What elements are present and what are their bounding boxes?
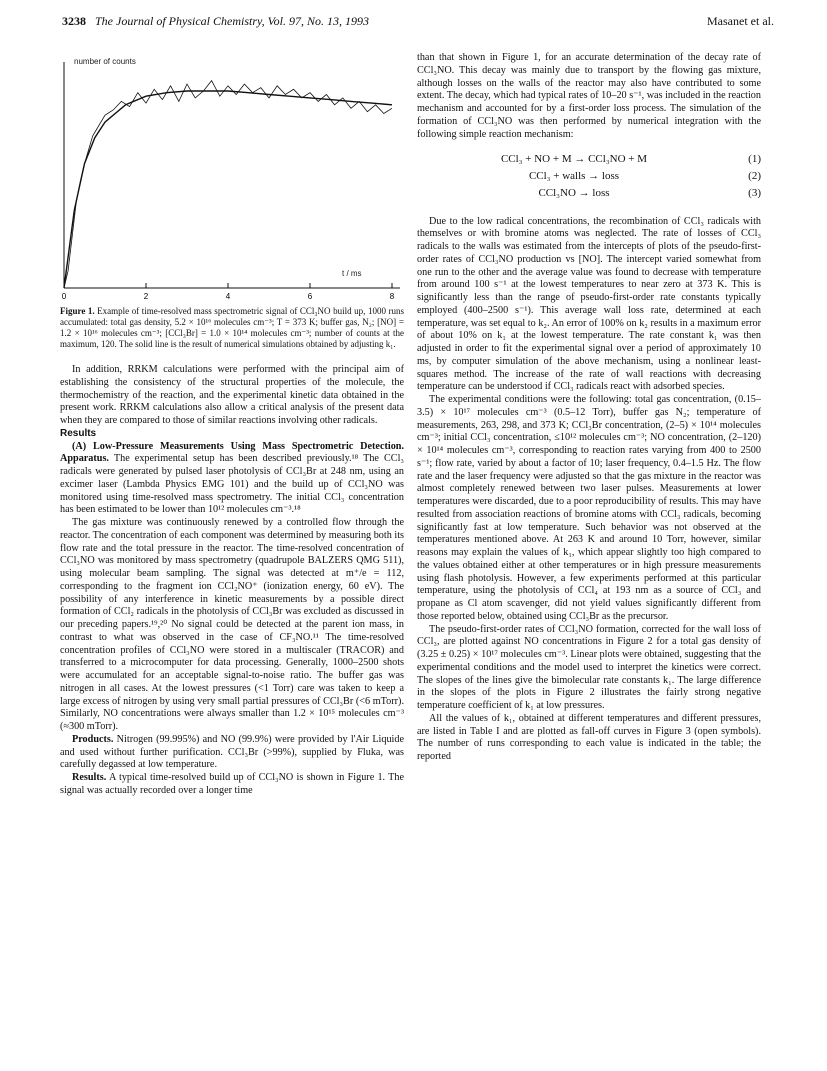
gas-mixture-paragraph: The gas mixture was continuously renewed by a controlled flow through the reactor. The concentration of each component was determined by measuring both its flow rate and the total pressure in the reactor. The time-resolved concentration of CCl₃NO was monitored by mass spectrometry (quadrupole BALZERS QMG 511), using molecular beam sampling. The signal was detected at m⁺/e = 112, corresponding to the fragment ion CCl₂NO⁺ (ionization energy, 60 eV). The possibility of any interference in kinetic measurements by a possible direct formation of CCl₂ radicals in the photolysis of CCl₃Br was excluded as discussed in our preceding papers.¹⁹,²⁰ No signal could be detected at the parent ion mass, in contrast to what was observed in the case of CF₃NO.¹¹ The time-resolved concentration profiles of CCl₃NO were stored in a multiscaler (TRACOR) and transferred to a microcomputer for data processing. Generally, 1000–2500 shots were accumulated for an acceptable signal-to-noise ratio. The buffer gas was nitrogen in all cases. At the lowest pressures (<1 Torr) care was taken to keep a large excess of nitrogen by using very small partial pressures of CCl₃Br (<6 mTorr). Similarly, NO concentrations were always smaller than 1.2 × 10¹⁵ molecules cm⁻³ (≈300 mTorr).: [60, 517, 404, 732]
x-tick-label: 6: [307, 292, 313, 301]
running-authors: Masanet et al.: [707, 14, 774, 28]
results-paragraph: [60, 772, 404, 798]
x-tick-label: 4: [225, 292, 231, 301]
equation-row: [417, 151, 761, 168]
journal-title: The Journal of Physical Chemistry, Vol. 97, No. 13, 1993: [95, 14, 369, 28]
equation-number: (3): [748, 186, 761, 199]
products-text: Nitrogen (99.995%) and NO (99.9%) were provided by l'Air Liquide and used without further purification. CCl₃Br (>99%), supplied by Fluka, was carefully degassed at low temperature.: [60, 733, 405, 771]
products-paragraph: [60, 734, 404, 772]
equation: CCl₃ + walls → loss: [528, 170, 620, 182]
results-label: Results.: [72, 772, 107, 783]
page-number: 3238: [62, 14, 86, 28]
figure-1-chart: [60, 52, 404, 304]
reaction-mechanism: [417, 151, 761, 201]
figure-caption-text: Example of time-resolved mass spectrometric signal of CCl₃NO build up, 1000 runs accumulated: total gas density, 5.2 × 10¹⁶ molecules cm⁻³; T = 373 K; buffer gas, N₂; [NO] = 1.2 × 10¹⁶ molecules cm⁻³; [CCl₃Br] = 1.0 × 10¹⁴ molecules cm⁻³; number of counts at the maximum, 120. The solid line is the result of numerical simulations obtained by adjusting k₁.: [60, 306, 404, 349]
apparatus-text: The experimental setup has been described previously.¹⁸ The CCl₃ radicals were generated by pulsed laser photolysis of CCl₃Br at 248 nm, using an excimer laser (Lambda Physics EMG 101) and the build up of CCl₃NO was monitored using time-resolved mass spectrometry. The initial CCl₃ concentration has been estimated to be lower than 10¹² molecules cm⁻³.¹⁸: [60, 453, 404, 516]
decay-paragraph: than that shown in Figure 1, for an accurate determination of the decay rate of CCl₃NO. This decay was mainly due to transport by the flowing gas mixture, although losses on the walls of the reactor may also have contributed to some extent. The decay, which had typical rates of 10–20 s⁻¹, was included in the reaction mechanism and accounted for by a first-order loss process. The simulation of the formation of CCl₃NO was then performed by numerical integration with the following simple reaction mechanism:: [417, 52, 761, 140]
equation-number: (2): [748, 170, 761, 182]
figure-caption-label: Figure 1.: [60, 306, 95, 316]
equation: CCl₃ + NO + M → CCl₃NO + M: [500, 153, 648, 166]
conditions-paragraph: The experimental conditions were the following: total gas concentration, (0.15–3.5) × 10¹⁷ molecules cm⁻³ (0.5–12 Torr), buffer gas N₂; temperature of measurements, 263, 298, and 373 K; CCl₃Br concentration, (2–5) × 10¹⁴ molecules cm⁻³; initial CCl₃ concentration, ≤10¹² molecules cm⁻³; NO concentration, (2–120) × 10¹⁴ molecules cm⁻³, corresponding to reaction rates varying from 400 to 2500 s⁻¹; flow rate, varied by about a factor of 10; laser frequency, 0.4–1.5 Hz. The flow rate and the laser frequency were adjusted so that the gas mixture in the reactor was almost completely renewed between two laser pulses. Measurements at lower temperatures were discarded, due to a poor reproducibility of results. This may have resulted from association reactions of bromine atoms with CCl₃ radicals, becoming significantly fast at low temperature. Such behavior was not observed at the temperatures mentioned above. At 263 K and around 10 Torr, however, similar reasons may explain the values of k₁, which appear slightly too high compared to the values obtained either at other temperatures or in high pressure measurements using flash photolysis. However, a few experiments performed at this particular temperature, using the photolysis of CCl₄ at 193 nm as a source of CCl₃ and propane as Cl atom scavenger, did not yield values significantly different from those reported below, obtained using CCl₃Br as the precursor.: [417, 394, 761, 622]
noisy-signal-line: [64, 81, 392, 288]
subsection-title: (A) Low-Pressure Measurements Using Mass Spectrometric Detection. Apparatus.: [60, 440, 404, 465]
products-label: Products.: [72, 733, 114, 745]
right-column: [417, 52, 761, 764]
left-column: [60, 52, 404, 798]
results-heading: Results: [60, 427, 97, 439]
pseudo-first-order-paragraph: The pseudo-first-order rates of CCl₃NO formation, corrected for the wall loss of CCl₃, are plotted against NO concentrations in Figure 2 for a total gas density of (3.25 ± 0.25) × 10¹⁷ molecules cm⁻³. Linear plots were obtained, suggesting that the experimental conditions and the model used to interpret the kinetics were correct. The slopes of the lines give the bimolecular rate constants k₁. The large difference in the slopes of the plots in Figure 2 illustrates the fairly strong negative temperature coefficient of k₁ at low pressures.: [417, 623, 761, 711]
figure-1: [60, 52, 404, 304]
equation-row: [417, 185, 761, 202]
radical-loss-paragraph: Due to the low radical concentrations, the recombination of CCl₃ radicals with themselves or with bromine atoms was neglected. The rate of losses of CCl₃ radicals to the walls was estimated from the intercepts of plots of the pseudo-first-order rates of CCl₃NO production vs [NO]. The intercept varied somewhat from one run to the other and the average value was found to decrease with temperature from around 100 s⁻¹ at the lowest temperatures to near zero at 373 K. This is significantly less than the range of pseudo-first-order rate constants typically employed (400–2500 s⁻¹). This average wall loss rate, determined at each temperature, was set equal to k₂. An error of 100% on k₂ results in a maximum error of about 10% on k₁ at the lowest temperature. The rate constant k₁ was then adjusted in order to fit the experimental signal over a period of approximately 10 ms, by computer simulation of the above mechanism, using a nonlinear least-squares method. The increase of the rate of wall reactions with decreasing temperature can be understood if CCl₃ radicals react with adsorbed species.: [417, 215, 761, 393]
results-text: A typical time-resolved build up of CCl₃NO is shown in Figure 1. The signal was actually recorded over a longer time: [60, 772, 405, 796]
page-header: [62, 14, 774, 34]
y-axis-label: number of counts: [74, 57, 136, 66]
x-tick-label: 2: [143, 292, 149, 301]
x-ticks: [62, 283, 395, 301]
equation: CCl₃NO → loss: [538, 186, 610, 199]
intro-paragraph: In addition, RRKM calculations were performed with the principal aim of establishing the consistency of the structural properties of the molecule, the thermochemistry of the reaction, and the experimental kinetic data obtained in the present work. RRKM calculations also allow a critical analysis of the present data when they are compared to those of similar reactions involving other radicals.: [60, 364, 404, 426]
x-tick-label: 8: [389, 292, 395, 301]
equation-number: (1): [748, 153, 761, 166]
x-tick-label: 0: [61, 292, 67, 301]
figure-caption: [60, 306, 404, 350]
k1-values-paragraph: All the values of k₁, obtained at different temperatures and different pressures, are listed in Table I and are plotted as fall-off curves in Figure 3 (open symbols). The number of runs corresponding to each value is indicated in the table; the reported: [417, 712, 761, 762]
simulation-line: [64, 91, 392, 288]
equation-row: [417, 168, 761, 185]
x-axis-label: t / ms: [342, 269, 362, 278]
apparatus-paragraph: [60, 441, 404, 518]
